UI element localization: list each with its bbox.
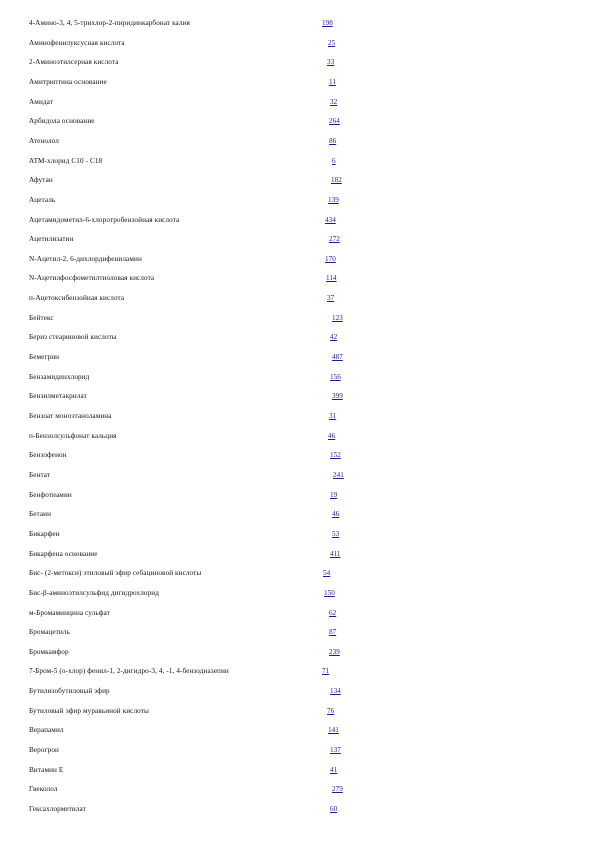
page-number-link[interactable]: 123 [332,313,343,322]
page-number-link[interactable]: 60 [330,805,338,813]
page-number-link[interactable]: 41 [330,765,338,774]
index-row [0,743,595,757]
index-row [0,36,595,50]
entry-name: Бутиловый эфир муравьиной кислоты [29,706,149,715]
index-row [0,488,595,502]
index-row [0,134,595,148]
index-row [0,606,595,620]
page-number-link[interactable]: 399 [332,392,343,401]
entry-name: Верапамил [29,726,64,735]
entry-name: Витамин Е [29,765,64,774]
index-row [0,154,595,168]
page-number-link[interactable]: 32 [330,97,338,106]
page-number-link[interactable]: 11 [329,77,336,86]
index-row [0,802,595,816]
entry-name: Аминофенилуксусная кислота [29,38,125,47]
entry-name: Бромкамфор [29,647,69,656]
entry-name: Атенолол [29,136,59,145]
page-number-link[interactable]: 76 [327,706,335,715]
index-row [0,252,595,266]
entry-name: Бентат [29,470,51,479]
page-number-link[interactable]: 264 [329,117,340,126]
page-number-link[interactable]: 46 [328,431,336,440]
index-row [0,409,595,423]
index-row [0,271,595,285]
page-number-link[interactable]: 434 [325,215,336,224]
index-row [0,527,595,541]
page-number-link[interactable]: 86 [329,136,337,145]
page-number-link[interactable]: 137 [330,746,341,755]
page-number-link[interactable]: 170 [325,254,336,263]
index-row [0,782,595,796]
entry-name: Бромацетиль [29,628,70,637]
page-number-link[interactable]: 139 [328,195,339,204]
index-row [0,114,595,128]
index-row [0,55,595,69]
entry-name: Бикарфена основание [29,549,98,558]
index-row [0,507,595,521]
index-row [0,468,595,482]
page-number-link[interactable]: 182 [331,176,342,185]
index-row [0,350,595,364]
index-row [0,370,595,384]
page-number-link[interactable]: 6 [332,156,336,165]
page-number-link[interactable]: 71 [322,667,330,676]
index-row [0,232,595,246]
index-row [0,684,595,698]
page-number-link[interactable]: 134 [330,687,341,696]
page-number-link[interactable]: 46 [332,510,340,519]
entry-name: Бензилметакрилат [29,392,87,401]
entry-name: п-Бензолсульфонат кальция [29,431,117,440]
index-row [0,547,595,561]
index-row [0,173,595,187]
entry-name: N-Ацетил-2, 6-дихлордифениламин [29,254,142,263]
index-row [0,664,595,678]
page-number-link[interactable]: 411 [330,549,341,558]
entry-name: Верогрон [29,746,59,755]
entry-name: 7-Бром-5 (о-хлор) фенил-1, 2-дигидро-3, 4, -1, 4-бензодиазепин [29,667,229,676]
entry-name: 4-Амино-3, 4, 5-трихлор-2-пиридинкарбонат калия [29,19,190,27]
index-row [0,448,595,462]
entry-name: Бейтекс [29,313,54,322]
page-number-link[interactable]: 198 [322,19,333,27]
index-row [0,389,595,403]
entry-name: Бериз стеариновой кислоты [29,333,117,342]
entry-name: Бенфотиамин [29,490,72,499]
entry-name: Бикарфен [29,529,60,538]
index-row [0,75,595,89]
index-row [0,625,595,639]
entry-name: Бис- (2-метокси) этиловый эфир себациновой кислоты [29,569,202,578]
entry-name: Бензоат моноэтаноламина [29,412,112,420]
entry-name: Афутан [29,176,53,185]
index-row [0,330,595,344]
page-number-link[interactable]: 25 [328,38,336,47]
page-number-link[interactable]: 114 [326,274,337,283]
page-number-link[interactable]: 31 [329,412,337,420]
index-row [0,95,595,109]
page-number-link[interactable]: 152 [330,451,341,460]
entry-name: Арбидола основание [29,117,95,126]
page-number-link[interactable]: 156 [330,372,341,381]
entry-name: Ацетамидометил-6-хлоротробензойная кислота [29,215,180,224]
entry-name: Ацетилизатин [29,235,74,244]
index-row [0,193,595,207]
page-number-link[interactable]: 33 [327,58,335,67]
index-row [0,723,595,737]
index-row [0,16,595,30]
entry-name: АТМ-хлорид С10 - С18 [29,156,103,165]
entry-name: Бемегрин [29,353,60,362]
page-number-link[interactable]: 87 [329,628,337,637]
entry-name: Гексахлорметилат [29,805,86,813]
index-row [0,213,595,227]
index-row [0,566,595,580]
index-row [0,704,595,718]
page-number-link[interactable]: 62 [329,608,337,617]
page-number-link[interactable]: 150 [324,588,335,597]
page-number-link[interactable]: 141 [328,726,339,735]
page-number-link[interactable]: 272 [329,235,340,244]
entry-name: м-Бромаминцина сульфат [29,608,110,617]
index-row [0,586,595,600]
page-number-link[interactable]: 487 [332,353,343,362]
entry-name: Бутилизобутиловый эфир [29,687,110,696]
index-row [0,291,595,305]
page-number-link[interactable]: 37 [327,294,335,303]
entry-name: Бетаин [29,510,52,519]
page-number-link[interactable]: 279 [332,785,343,794]
entry-name: Бис-β-аминоэтилсульфид дигидрохлорид [29,588,160,597]
page-number-link[interactable]: 241 [333,470,344,479]
entry-name: Ацеталь [29,195,56,204]
entry-name: N-Ацетилфосфометилтиоловая кислота [29,274,155,283]
index-row [0,311,595,325]
entry-name: Гвеколол [29,785,58,794]
entry-name: Амидат [29,97,53,106]
entry-name: Бензофенон [29,451,67,460]
page-number-link[interactable]: 19 [330,490,338,499]
page-number-link[interactable]: 239 [329,647,340,656]
index-row [0,763,595,777]
index-row [0,429,595,443]
entry-name: 2-Аминоэтилсерная кислота [29,58,119,67]
index-row [0,645,595,659]
page-number-link[interactable]: 42 [330,333,338,342]
page-number-link[interactable]: 53 [332,529,340,538]
entry-name: Бензамидинхлорид [29,372,90,381]
entry-name: п-Ацетоксибензойная кислота [29,294,125,303]
entry-name: Амитриптина основание [29,77,107,86]
page-number-link[interactable]: 54 [323,569,331,578]
